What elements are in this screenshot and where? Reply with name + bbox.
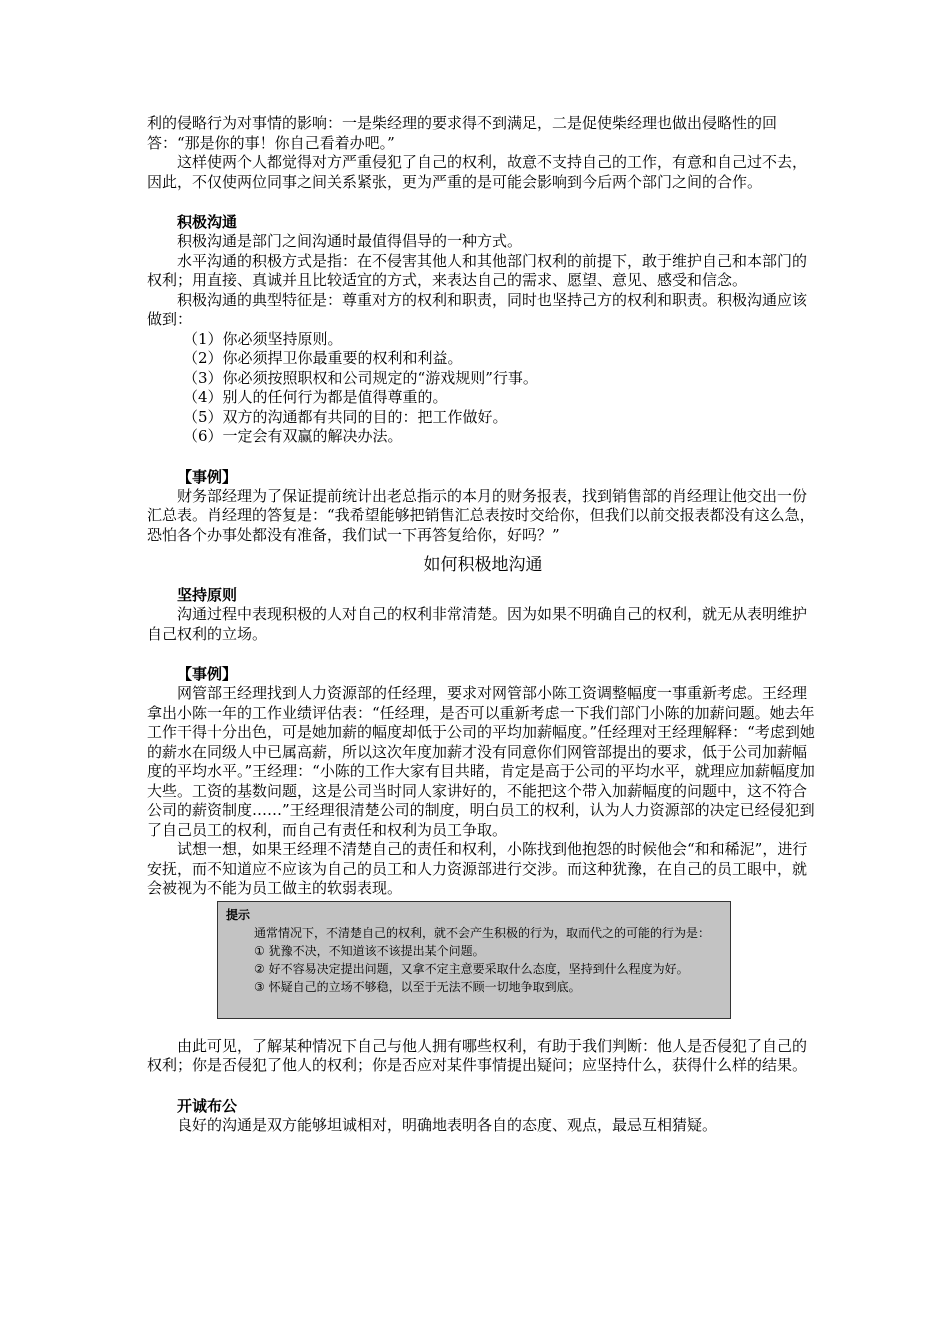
- paragraph: 试想一想，如果王经理不清楚自己的责任和权利，小陈找到他抱怨的时候他会“和和稀泥”，进行安抚，而不知道应不应该为自己的员工和人力资源部进行交涉。而这种犹豫，在自己的员工眼中，就会被视为不能为员工做主的软弱表现。: [147, 840, 808, 897]
- paragraph: 利的侵略行为对事情的影响：一是柴经理的要求得不到满足，二是促使柴经理也做出侵略性的回答：“那是你的事！你自己看着办吧。”: [147, 114, 778, 152]
- tip-text: 通常情况下，不清楚自己的权利，就不会产生积极的行为，取而代之的可能的行为是：: [254, 925, 711, 940]
- list-item: （2）你必须捍卫你最重要的权利和利益。: [183, 349, 463, 367]
- example-heading: 【事例】: [177, 665, 238, 683]
- tip-item: ① 犹豫不决，不知道该不该提出某个问题。: [254, 943, 485, 958]
- section-heading: 坚持原则: [177, 586, 238, 604]
- section-heading: 开诚布公: [177, 1096, 238, 1115]
- section-heading: 积极沟通: [177, 213, 238, 231]
- paragraph: 积极沟通的典型特征是：尊重对方的权利和职责，同时也坚持己方的权利和职责。积极沟通应该做到：: [147, 290, 808, 328]
- paragraph: 良好的沟通是双方能够坦诚相对，明确地表明各自的态度、观点，最忌互相猜疑。: [177, 1115, 718, 1134]
- paragraph: 财务部经理为了保证提前统计出老总指示的本月的财务报表，找到销售部的肖经理让他交出一份汇总表。肖经理的答复是：“我希望能够把销售汇总表按时交给你，但我们以前交报表都没有这么急，恐怕各个办事处都没有准备，我们试一下再答复给你，好吗？”: [147, 486, 815, 544]
- tip-box: [217, 901, 731, 1019]
- paragraph: 这样使两个人都觉得对方严重侵犯了自己的权利，故意不支持自己的工作，有意和自己过不去，因此，不仅使两位同事之间关系紧张，更为严重的是可能会影响到今后两个部门之间的合作。: [147, 153, 808, 191]
- page-title: 如何积极地沟通: [423, 555, 543, 575]
- paragraph: 沟通过程中表现积极的人对自己的权利非常清楚。因为如果不明确自己的权利，就无从表明维护自己权利的立场。: [147, 605, 808, 643]
- list-item: （3）你必须按照职权和公司规定的“游戏规则”行事。: [183, 368, 538, 387]
- tip-title: 提示: [226, 907, 251, 922]
- example-heading: 【事例】: [177, 467, 238, 486]
- tip-item: ③ 怀疑自己的立场不够稳，以至于无法不顾一切地争取到底。: [254, 979, 581, 994]
- list-item: （1）你必须坚持原则。: [183, 329, 343, 348]
- document-page: [147, 114, 819, 1135]
- list-item: （4）别人的任何行为都是值得尊重的。: [183, 388, 448, 406]
- list-item: （5）双方的沟通都有共同的目的：把工作做好。: [183, 407, 508, 426]
- tip-item: ② 好不容易决定提出问题，又拿不定主意要采取什么态度，坚持到什么程度为好。: [254, 961, 689, 976]
- list-item: （6）一定会有双赢的解决办法。: [183, 427, 403, 445]
- paragraph: 水平沟通的积极方式是指：在不侵害其他人和其他部门权利的前提下，敢于维护自己和本部门的权利；用直接、真诚并且比较适宜的方式，来表达自己的需求、愿望、意见、感受和信念。: [147, 251, 808, 289]
- paragraph: 积极沟通是部门之间沟通时最值得倡导的一种方式。: [177, 232, 523, 250]
- paragraph: 网管部王经理找到人力资源部的任经理，要求对网管部小陈工资调整幅度一事重新考虑。王经理拿出小陈一年的工作业绩评估表：“任经理，是否可以重新考虑一下我们部门小陈的加薪问题。她去年工作干得十分出色，可是她加薪的幅度却低于公司的平均加薪幅度。”任经理对王经理解释：“考虑到她的薪水在同级人中已属高薪，所以这次年度加薪才没有同意你们网管部提出的要求，低于公司加薪幅度的平均水平。”王经理：“小陈的工作大家有目共睹，肯定是高于公司的平均水平，就理应加薪幅度加大些。工资的基数问题，这是公司当时同人家讲好的，不能把这个带入加薪幅度的问题中，这不符合公司的薪资制度……”王经理很清楚公司的制度，明白员工的权利，认为人力资源部的决定已经侵犯到了自己员工的权利，而自己有责任和权利为员工争取。: [147, 684, 815, 839]
- paragraph: 由此可见，了解某种情况下自己与他人拥有哪些权利，有助于我们判断：他人是否侵犯了自己的权利；你是否侵犯了他人的权利；你是否应对某件事情提出疑问；应坚持什么，获得什么样的结果。: [147, 1036, 808, 1074]
